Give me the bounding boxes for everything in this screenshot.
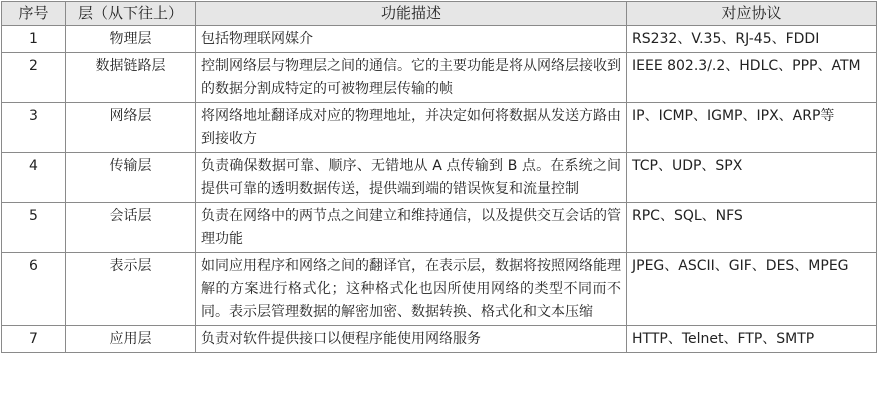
cell-function: 负责确保数据可靠、顺序、无错地从 A 点传输到 B 点。在系统之间提供可靠的透明数据传送，提供端到端的错误恢复和流量控制 xyxy=(196,153,627,203)
cell-layer: 应用层 xyxy=(66,326,196,353)
table-row xyxy=(2,253,877,326)
cell-layer: 数据链路层 xyxy=(66,53,196,103)
cell-no: 3 xyxy=(2,103,66,153)
cell-protocols: RS232、V.35、RJ-45、FDDI xyxy=(627,26,877,53)
cell-layer: 传输层 xyxy=(66,153,196,203)
cell-protocols: IP、ICMP、IGMP、IPX、ARP等 xyxy=(627,103,877,153)
cell-protocols: HTTP、Telnet、FTP、SMTP xyxy=(627,326,877,353)
cell-function: 如同应用程序和网络之间的翻译官，在表示层，数据将按照网络能理解的方案进行格式化；这种格式化也因所使用网络的类型不同而不同。表示层管理数据的解密加密、数据转换、格式化和文本压缩 xyxy=(196,253,627,326)
cell-function: 包括物理联网媒介 xyxy=(196,26,627,53)
table-body xyxy=(2,26,877,353)
table-row xyxy=(2,26,877,53)
table-row xyxy=(2,326,877,353)
table-row xyxy=(2,203,877,253)
header-function: 功能描述 xyxy=(196,2,627,26)
cell-no: 7 xyxy=(2,326,66,353)
table-row xyxy=(2,53,877,103)
table-header xyxy=(2,2,877,26)
cell-layer: 网络层 xyxy=(66,103,196,153)
cell-layer: 会话层 xyxy=(66,203,196,253)
table-row xyxy=(2,103,877,153)
cell-no: 5 xyxy=(2,203,66,253)
cell-protocols: IEEE 802.3/.2、HDLC、PPP、ATM xyxy=(627,53,877,103)
cell-no: 2 xyxy=(2,53,66,103)
cell-protocols: RPC、SQL、NFS xyxy=(627,203,877,253)
header-no: 序号 xyxy=(2,2,66,26)
cell-function: 将网络地址翻译成对应的物理地址，并决定如何将数据从发送方路由到接收方 xyxy=(196,103,627,153)
cell-no: 4 xyxy=(2,153,66,203)
cell-layer: 物理层 xyxy=(66,26,196,53)
cell-layer: 表示层 xyxy=(66,253,196,326)
cell-function: 控制网络层与物理层之间的通信。它的主要功能是将从网络层接收到的数据分割成特定的可被物理层传输的帧 xyxy=(196,53,627,103)
table-row xyxy=(2,153,877,203)
cell-function: 负责对软件提供接口以便程序能使用网络服务 xyxy=(196,326,627,353)
header-layer: 层（从下往上） xyxy=(66,2,196,26)
header-protocols: 对应协议 xyxy=(627,2,877,26)
cell-protocols: JPEG、ASCII、GIF、DES、MPEG xyxy=(627,253,877,326)
cell-protocols: TCP、UDP、SPX xyxy=(627,153,877,203)
cell-no: 6 xyxy=(2,253,66,326)
cell-no: 1 xyxy=(2,26,66,53)
cell-function: 负责在网络中的两节点之间建立和维持通信，以及提供交互会话的管理功能 xyxy=(196,203,627,253)
header-row xyxy=(2,2,877,26)
osi-layer-table xyxy=(1,1,877,353)
